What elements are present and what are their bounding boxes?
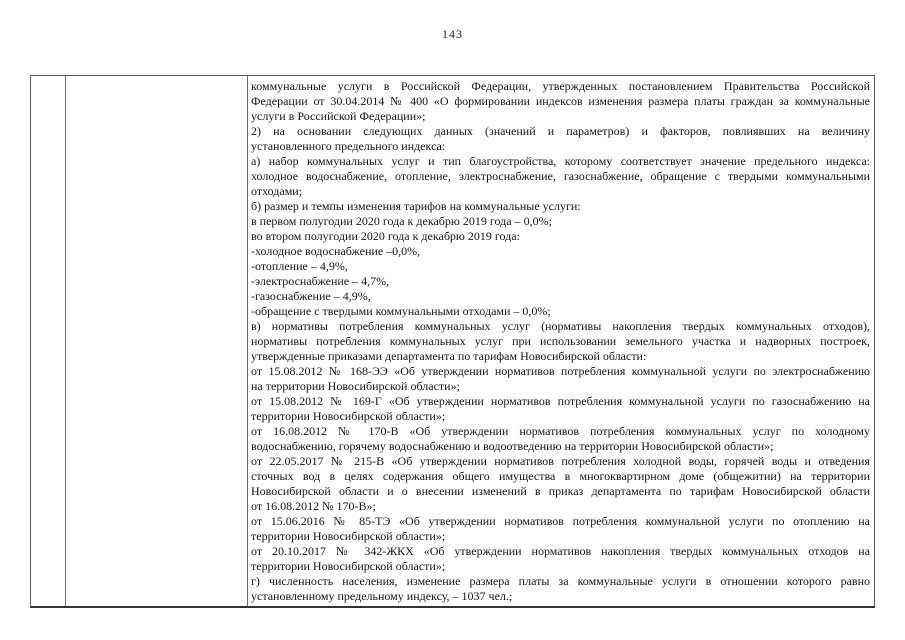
text-line: нормативы потребления коммунальных услуг при использовании земельного участка и надворных построек, xyxy=(251,334,870,348)
text-line: 2) на основании следующих данных (значений и параметров) и факторов, повлиявших на величину xyxy=(251,124,870,138)
text-line: б) размер и темпы изменения тарифов на коммунальные услуги: xyxy=(251,199,581,213)
table-cell-label-empty xyxy=(66,76,248,606)
text-line: -обращение с твердыми коммунальными отходами – 0,0%; xyxy=(251,304,551,318)
text-line: Новосибирской области и о внесении изменений в приказ департамента по тарифам Новосибирской области xyxy=(251,484,870,498)
text-line: от 16.08.2012 № 170-В»; xyxy=(251,499,376,513)
text-line: отходами; xyxy=(251,184,303,198)
text-line: от 15.08.2012 № 168-ЭЭ «Об утверждении нормативов потребления коммунальной услуги по электроснабжению xyxy=(251,364,870,378)
page-number: 143 xyxy=(442,27,463,41)
text-line: в) нормативы потребления коммунальных услуг (нормативы накопления твердых коммунальных отходов), xyxy=(251,319,870,333)
text-line: коммунальные услуги в Российской Федерации, утвержденных постановлением Правительства Российской xyxy=(251,79,870,93)
document-table xyxy=(30,75,875,608)
text-line: от 16.08.2012 № 170-В «Об утверждении нормативов потребления коммунальных услуг по холодному xyxy=(251,424,870,438)
text-line: от 22.05.2017 № 215-В «Об утверждении нормативов потребления холодной воды, горячей воды и отведения xyxy=(251,454,870,468)
text-line: -отопление – 4,9%, xyxy=(251,259,348,273)
text-line: от 15.06.2016 № 85-ТЭ «Об утверждении нормативов потребления коммунальной услуги по отоплению на xyxy=(251,514,870,528)
text-line: а) набор коммунальных услуг и тип благоустройства, которому соответствует значение предельного индекса: xyxy=(251,154,870,168)
text-line: холодное водоснабжение, отопление, электроснабжение, газоснабжение, обращение с твердыми коммунальными xyxy=(251,169,870,183)
text-line: услуги в Российской Федерации»; xyxy=(251,109,426,123)
text-line: установленному предельному индексу, – 1037 чел.; xyxy=(251,589,513,603)
text-line: на территории Новосибирской области»; xyxy=(251,379,460,393)
table-cell-row-number-empty xyxy=(31,76,66,606)
text-line: -газоснабжение – 4,9%, xyxy=(251,289,371,303)
text-line: сточных вод в целях содержания общего имущества в многоквартирном доме (общежитии) на территории xyxy=(251,469,870,483)
text-line: от 20.10.2017 № 342-ЖКХ «Об утверждении нормативов накопления твердых коммунальных отходов на xyxy=(251,544,870,558)
text-line: во втором полугодии 2020 года к декабрю 2019 года: xyxy=(251,229,520,243)
text-line: водоснабжению, горячему водоснабжению и водоотведению на территории Новосибирской области»; xyxy=(251,439,774,453)
table-cell-content xyxy=(248,76,874,606)
text-line: утвержденные приказами департамента по тарифам Новосибирской области: xyxy=(251,349,647,363)
text-line: в первом полугодии 2020 года к декабрю 2019 года – 0,0%; xyxy=(251,214,552,228)
text-line: территории Новосибирской области»; xyxy=(251,409,446,423)
text-line: от 15.08.2012 № 169-Г «Об утверждении нормативов потребления коммунальной услуги по газоснабжению на xyxy=(251,394,870,408)
text-line: территории Новосибирской области»; xyxy=(251,559,446,573)
text-line: территории Новосибирской области»; xyxy=(251,529,446,543)
text-line: -электроснабжение – 4,7%, xyxy=(251,274,390,288)
text-line: Федерации от 30.04.2014 № 400 «О формировании индексов изменения размера платы граждан за коммунальные xyxy=(251,94,870,108)
text-line: установленного предельного индекса: xyxy=(251,139,446,153)
text-line: -холодное водоснабжение –0,0%, xyxy=(251,244,421,258)
text-line: г) численность населения, изменение размера платы за коммунальные услуги в отношении которого равно xyxy=(251,574,870,588)
